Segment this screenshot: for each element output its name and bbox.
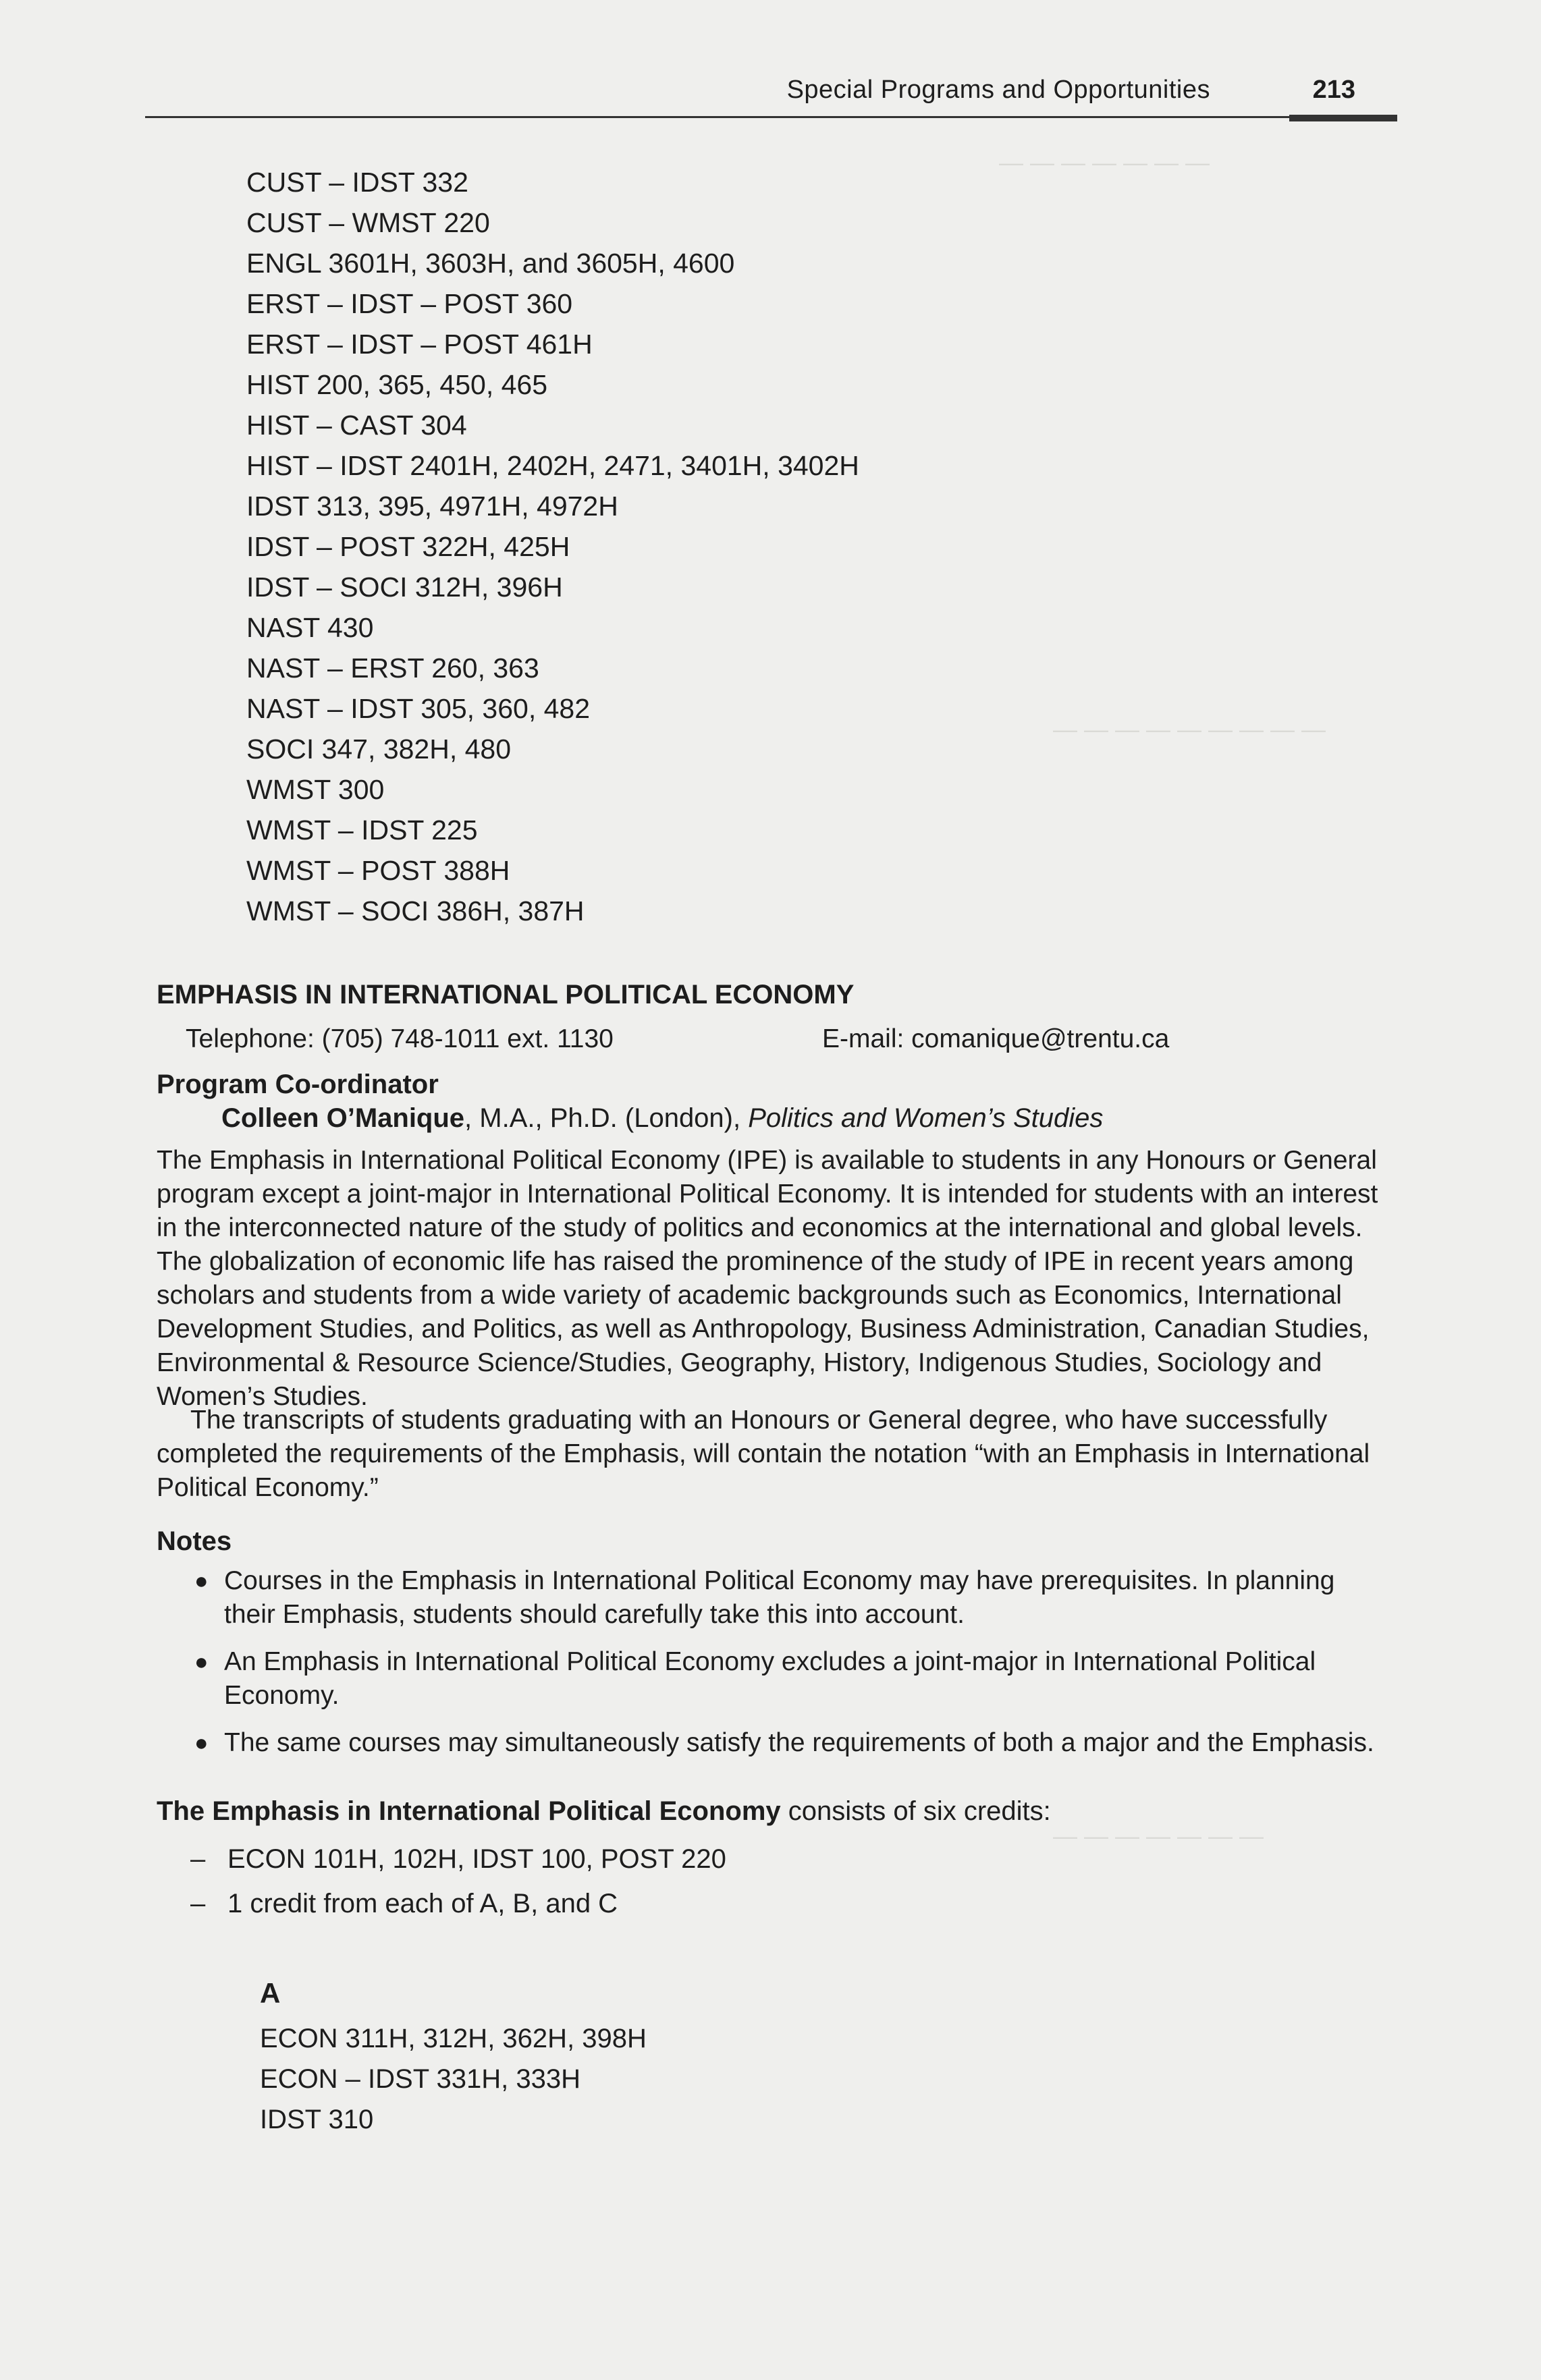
course-item: WMST 300 bbox=[246, 774, 385, 805]
course-item: SOCI 347, 382H, 480 bbox=[246, 734, 512, 765]
transcript-paragraph: The transcripts of students graduating with an Honours or General degree, who have successfully completed the requirements of the Emphasis, will contain the notation “with an Emphasis in International Political Economy.” bbox=[157, 1406, 1370, 1502]
course-item: NAST 430 bbox=[246, 612, 374, 643]
header-rule-block bbox=[1289, 115, 1397, 121]
header-rule bbox=[145, 116, 1397, 118]
credits-statement-rest: consists of six credits: bbox=[780, 1796, 1051, 1826]
bullet-icon: ● bbox=[194, 1649, 209, 1675]
note-item bbox=[190, 1645, 1392, 1713]
coordinator-field: Politics and Women’s Studies bbox=[748, 1103, 1104, 1133]
coordinator-line bbox=[221, 1103, 1103, 1134]
telephone: Telephone: (705) 748-1011 ext. 1130 bbox=[186, 1024, 614, 1053]
course-item: HIST 200, 365, 450, 465 bbox=[246, 369, 548, 400]
course-item: WMST – SOCI 386H, 387H bbox=[246, 895, 585, 926]
requirement-text: ECON 101H, 102H, IDST 100, POST 220 bbox=[227, 1844, 726, 1874]
category-a-item: IDST 310 bbox=[260, 2105, 374, 2134]
note-item bbox=[190, 1564, 1392, 1632]
requirement-text: 1 credit from each of A, B, and C bbox=[227, 1889, 618, 1918]
course-item: ERST – IDST – POST 360 bbox=[246, 288, 573, 319]
coordinator-name: Colleen O’Manique bbox=[221, 1103, 465, 1133]
coordinator-credentials: , M.A., Ph.D. (London), bbox=[464, 1103, 749, 1133]
bullet-icon: ● bbox=[194, 1568, 209, 1594]
dash-icon: – bbox=[190, 1889, 206, 1918]
bullet-icon: ● bbox=[194, 1730, 209, 1756]
category-a-item: ECON 311H, 312H, 362H, 398H bbox=[260, 2024, 647, 2053]
requirements-list bbox=[190, 1837, 726, 1926]
course-item: HIST – IDST 2401H, 2402H, 2471, 3401H, 3402H bbox=[246, 450, 859, 481]
notes-list bbox=[190, 1564, 1392, 1773]
notes-heading: Notes bbox=[157, 1526, 232, 1556]
category-a-label: A bbox=[260, 1977, 281, 2009]
course-item: IDST 313, 395, 4971H, 4972H bbox=[246, 491, 618, 522]
course-item: WMST – IDST 225 bbox=[246, 814, 478, 846]
coordinator-heading: Program Co-ordinator bbox=[157, 1070, 439, 1099]
intro-paragraph: The Emphasis in International Political Economy (IPE) is available to students in any Honours or General program except a joint-major in International Political Economy. It is intended for students with an interest in the interconnected nature of the study of politics and economics at the international and global levels. The globalization of economic life has raised the prominence of the study of IPE in recent years among scholars and students from a wide variety of academic backgrounds such as Economics, International Development Studies, and Politics, as well as Anthropology, Business Administration, Canadian Studies, Environmental & Resource Science/Studies, Geography, History, Indigenous Studies, Sociology and Women’s Studies. bbox=[157, 1146, 1378, 1411]
course-item: IDST – POST 322H, 425H bbox=[246, 531, 570, 562]
section-heading: EMPHASIS IN INTERNATIONAL POLITICAL ECONOMY bbox=[157, 980, 855, 1009]
dash-icon: – bbox=[190, 1844, 206, 1874]
note-text: An Emphasis in International Political Economy excludes a joint-major in International Political Economy. bbox=[224, 1647, 1316, 1710]
course-item: WMST – POST 388H bbox=[246, 855, 510, 886]
bleed-through: — — — — — — — bbox=[999, 148, 1210, 176]
note-text: The same courses may simultaneously satisfy the requirements of both a major and the Emphasis. bbox=[224, 1728, 1374, 1757]
bleed-through: — — — — — — — bbox=[1053, 1822, 1264, 1850]
requirement-item bbox=[190, 1881, 726, 1926]
course-list bbox=[246, 162, 859, 931]
running-header-title: Special Programs and Opportunities bbox=[786, 76, 1210, 104]
note-text: Courses in the Emphasis in International Political Economy may have prerequisites. In planning their Emphasis, students should carefully take this into account. bbox=[224, 1566, 1335, 1629]
running-header bbox=[0, 76, 1541, 123]
course-item: HIST – CAST 304 bbox=[246, 410, 467, 441]
page-number: 213 bbox=[1312, 76, 1355, 104]
course-item: NAST – IDST 305, 360, 482 bbox=[246, 693, 591, 724]
course-item: CUST – WMST 220 bbox=[246, 207, 490, 238]
course-item: ENGL 3601H, 3603H, and 3605H, 4600 bbox=[246, 248, 735, 279]
course-item: IDST – SOCI 312H, 396H bbox=[246, 572, 563, 603]
requirement-item bbox=[190, 1837, 726, 1881]
credits-statement bbox=[157, 1796, 1051, 1827]
email-contact: E-mail: comanique@trentu.ca bbox=[822, 1024, 1170, 1053]
credits-statement-bold: The Emphasis in International Political Economy bbox=[157, 1796, 781, 1826]
course-item: NAST – ERST 260, 363 bbox=[246, 653, 539, 684]
course-item: CUST – IDST 332 bbox=[246, 167, 468, 198]
note-item bbox=[190, 1726, 1392, 1760]
course-item: ERST – IDST – POST 461H bbox=[246, 329, 593, 360]
category-a-list bbox=[260, 1974, 647, 2140]
category-a-item: ECON – IDST 331H, 333H bbox=[260, 2064, 581, 2094]
bleed-through: — — — — — — — — — bbox=[1053, 715, 1326, 743]
